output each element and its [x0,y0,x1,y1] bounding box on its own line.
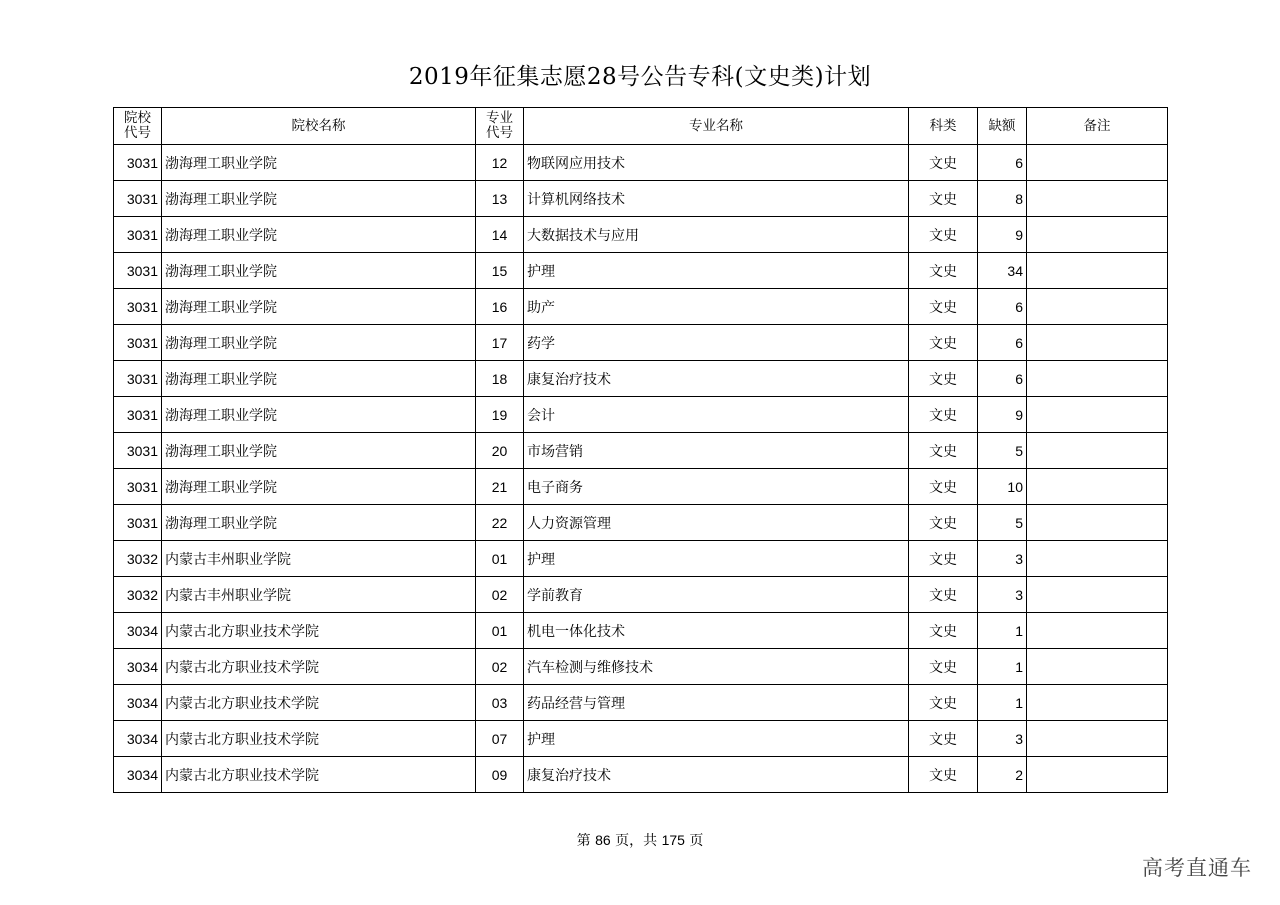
cell-major-code: 19 [476,397,524,433]
table-header-row [114,108,1168,145]
cell-school-name: 内蒙古北方职业技术学院 [162,757,476,793]
cell-vacancy: 6 [978,325,1027,361]
cell-vacancy: 6 [978,145,1027,181]
cell-category: 文史 [909,685,978,721]
cell-remark [1027,145,1168,181]
table-row [114,253,1168,289]
cell-school-code: 3031 [114,433,162,469]
cell-school-code: 3031 [114,469,162,505]
cell-remark [1027,289,1168,325]
cell-major-code: 02 [476,577,524,613]
page-title: 2019年征集志愿28号公告专科(文史类)计划 [408,64,872,90]
cell-category: 文史 [909,253,978,289]
cell-major-code: 02 [476,649,524,685]
cell-major-code: 12 [476,145,524,181]
cell-major-name: 康复治疗技术 [524,757,909,793]
cell-major-name: 人力资源管理 [524,505,909,541]
cell-vacancy: 3 [978,721,1027,757]
cell-major-name: 汽车检测与维修技术 [524,649,909,685]
cell-vacancy: 5 [978,433,1027,469]
table-row [114,361,1168,397]
cell-remark [1027,181,1168,217]
cell-vacancy: 5 [978,505,1027,541]
cell-school-code: 3034 [114,613,162,649]
cell-major-code: 16 [476,289,524,325]
table-row [114,181,1168,217]
cell-category: 文史 [909,541,978,577]
cell-remark [1027,325,1168,361]
cell-remark [1027,649,1168,685]
cell-school-name: 渤海理工职业学院 [162,505,476,541]
cell-category: 文史 [909,505,978,541]
cell-vacancy: 6 [978,289,1027,325]
header-vacancy: 缺额 [978,108,1027,145]
table-row [114,649,1168,685]
cell-school-code: 3032 [114,577,162,613]
total-page-number: 175 [661,832,685,848]
table-row [114,721,1168,757]
cell-school-code: 3031 [114,289,162,325]
cell-category: 文史 [909,757,978,793]
cell-vacancy: 9 [978,397,1027,433]
header-remark: 备注 [1027,108,1168,145]
cell-remark [1027,469,1168,505]
header-school-name: 院校名称 [162,108,476,145]
cell-major-name: 助产 [524,289,909,325]
cell-major-code: 21 [476,469,524,505]
table-row [114,613,1168,649]
cell-major-code: 22 [476,505,524,541]
cell-school-code: 3031 [114,361,162,397]
cell-school-code: 3034 [114,757,162,793]
cell-major-code: 01 [476,613,524,649]
cell-school-name: 渤海理工职业学院 [162,325,476,361]
cell-category: 文史 [909,289,978,325]
cell-category: 文史 [909,613,978,649]
cell-school-code: 3031 [114,181,162,217]
cell-school-name: 内蒙古丰州职业学院 [162,577,476,613]
cell-major-name: 护理 [524,541,909,577]
cell-vacancy: 9 [978,217,1027,253]
cell-school-name: 内蒙古北方职业技术学院 [162,721,476,757]
cell-school-name: 渤海理工职业学院 [162,433,476,469]
cell-school-name: 渤海理工职业学院 [162,361,476,397]
cell-remark [1027,613,1168,649]
page-footer [0,830,1280,850]
cell-school-name: 内蒙古北方职业技术学院 [162,613,476,649]
cell-remark [1027,217,1168,253]
cell-major-code: 07 [476,721,524,757]
table-body [114,145,1168,793]
cell-major-name: 学前教育 [524,577,909,613]
footer-suffix: 页 [689,833,704,849]
cell-school-name: 内蒙古北方职业技术学院 [162,685,476,721]
cell-school-name: 渤海理工职业学院 [162,145,476,181]
cell-major-code: 01 [476,541,524,577]
cell-school-code: 3034 [114,649,162,685]
header-category: 科类 [909,108,978,145]
cell-major-code: 14 [476,217,524,253]
cell-category: 文史 [909,181,978,217]
table-row [114,145,1168,181]
cell-vacancy: 6 [978,361,1027,397]
cell-major-code: 18 [476,361,524,397]
cell-major-code: 09 [476,757,524,793]
cell-school-name: 渤海理工职业学院 [162,253,476,289]
cell-major-name: 物联网应用技术 [524,145,909,181]
cell-remark [1027,721,1168,757]
cell-remark [1027,361,1168,397]
cell-remark [1027,505,1168,541]
cell-major-name: 计算机网络技术 [524,181,909,217]
table-row [114,757,1168,793]
cell-school-name: 内蒙古丰州职业学院 [162,541,476,577]
cell-remark [1027,541,1168,577]
cell-major-name: 市场营销 [524,433,909,469]
watermark: 高考直通车 [1142,856,1252,880]
cell-major-name: 药学 [524,325,909,361]
cell-major-name: 护理 [524,253,909,289]
table-row [114,685,1168,721]
cell-remark [1027,253,1168,289]
cell-vacancy: 1 [978,649,1027,685]
cell-category: 文史 [909,649,978,685]
cell-major-name: 机电一体化技术 [524,613,909,649]
cell-major-name: 康复治疗技术 [524,361,909,397]
cell-school-code: 3031 [114,505,162,541]
cell-school-code: 3031 [114,217,162,253]
cell-remark [1027,433,1168,469]
cell-major-code: 13 [476,181,524,217]
cell-vacancy: 8 [978,181,1027,217]
cell-category: 文史 [909,433,978,469]
cell-vacancy: 1 [978,685,1027,721]
cell-vacancy: 3 [978,577,1027,613]
cell-school-code: 3034 [114,721,162,757]
cell-major-name: 护理 [524,721,909,757]
footer-middle: 页，共 [615,833,658,849]
table-row [114,397,1168,433]
cell-vacancy: 34 [978,253,1027,289]
cell-remark [1027,685,1168,721]
header-major-name: 专业名称 [524,108,909,145]
table-row [114,433,1168,469]
cell-category: 文史 [909,469,978,505]
cell-category: 文史 [909,217,978,253]
cell-vacancy: 10 [978,469,1027,505]
cell-major-name: 药品经营与管理 [524,685,909,721]
cell-vacancy: 1 [978,613,1027,649]
cell-school-code: 3032 [114,541,162,577]
cell-category: 文史 [909,325,978,361]
table-row [114,469,1168,505]
cell-category: 文史 [909,721,978,757]
cell-major-name: 会计 [524,397,909,433]
table-row [114,217,1168,253]
cell-remark [1027,577,1168,613]
header-school-code: 院校 代号 [114,108,162,145]
footer-prefix: 第 [576,833,591,849]
cell-school-code: 3031 [114,397,162,433]
cell-school-code: 3034 [114,685,162,721]
cell-school-name: 渤海理工职业学院 [162,181,476,217]
cell-vacancy: 3 [978,541,1027,577]
table-row [114,505,1168,541]
cell-vacancy: 2 [978,757,1027,793]
cell-school-name: 渤海理工职业学院 [162,397,476,433]
cell-school-name: 渤海理工职业学院 [162,469,476,505]
table-row [114,541,1168,577]
cell-category: 文史 [909,361,978,397]
table-row [114,289,1168,325]
cell-category: 文史 [909,145,978,181]
cell-school-code: 3031 [114,253,162,289]
table-row [114,577,1168,613]
cell-category: 文史 [909,577,978,613]
cell-major-code: 03 [476,685,524,721]
cell-remark [1027,757,1168,793]
header-major-code: 专业 代号 [476,108,524,145]
cell-remark [1027,397,1168,433]
cell-category: 文史 [909,397,978,433]
cell-major-code: 15 [476,253,524,289]
plan-table [113,107,1168,793]
cell-school-name: 渤海理工职业学院 [162,289,476,325]
cell-school-code: 3031 [114,145,162,181]
cell-school-code: 3031 [114,325,162,361]
current-page-number: 86 [595,832,611,848]
cell-school-name: 渤海理工职业学院 [162,217,476,253]
cell-major-code: 17 [476,325,524,361]
table-row [114,325,1168,361]
cell-school-name: 内蒙古北方职业技术学院 [162,649,476,685]
cell-major-name: 大数据技术与应用 [524,217,909,253]
cell-major-name: 电子商务 [524,469,909,505]
cell-major-code: 20 [476,433,524,469]
